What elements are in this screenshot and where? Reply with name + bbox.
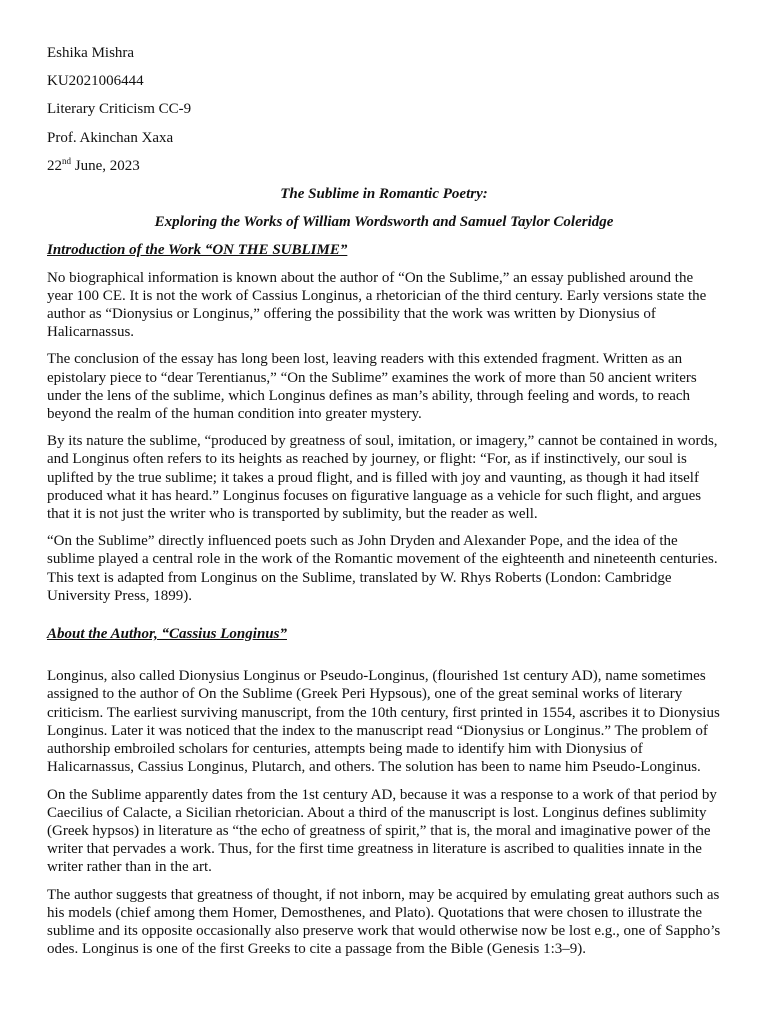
intro-paragraph-4: “On the Sublime” directly influenced poets such as John Dryden and Alexander Pope, and the idea of the sublime played a central role in the work of the Romantic movement of the eighteenth and nineteenth centuries. This text is adapted from Longinus on the Sublime, translated by W. Rhys Roberts (London: Cambridge University Press, 1899). [47, 533, 718, 604]
professor-name: Prof. Akinchan Xaxa [47, 129, 174, 146]
date-rest: June, 2023 [71, 157, 140, 174]
section-heading-author: About the Author, “Cassius Longinus” [47, 626, 287, 643]
essay-title: The Sublime in Romantic Poetry: [280, 186, 488, 203]
date-suffix: nd [62, 155, 71, 166]
roll-number: KU2021006444 [47, 73, 144, 90]
submission-date [47, 157, 721, 175]
intro-paragraph-3: By its nature the sublime, “produced by greatness of soul, imitation, or imagery,” cannot be contained in words, and Longinus often refers to its heights as reached by journey, or flight: “For, as if instinctively, our soul is uplifted by the true sublime; it takes a proud flight, and is filled with joy and vaunting, as though it had itself produced what it has heard.” Longinus focuses on figurative language as a vehicle for such flight, and argues that it is not just the writer who is transported by sublimity, but the reader as well. [47, 433, 718, 523]
author-paragraph-1: Longinus, also called Dionysius Longinus or Pseudo-Longinus, (flourished 1st century AD), name sometimes assigned to the author of On the Sublime (Greek Peri Hypsous), one of the great seminal works of literary criticism. The earliest surviving manuscript, from the 10th century, first printed in 1554, ascribes it to Dionysius Longinus. Later it was noticed that the index to the manuscript read “Dionysius or Longinus.” The problem of authorship embroiled scholars for centuries, attempts being made to identify him with Dionysius of Halicarnassus, Cassius Longinus, Plutarch, and others. The solution has been to name him Pseudo-Longinus. [47, 668, 720, 776]
intro-paragraph-2: The conclusion of the essay has long been lost, leaving readers with this extended fragment. Written as an epistolary piece to “dear Terentianus,” “On the Sublime” examines the work of more than 50 ancient writers under the lens of the sublime, which Longinus defines as man’s ability, through feeling and words, to reach beyond the realm of the human condition into greater mystery. [47, 351, 697, 423]
section-heading-introduction: Introduction of the Work “ON THE SUBLIME” [47, 242, 348, 259]
course-name: Literary Criticism CC-9 [47, 101, 192, 118]
author-paragraph-3: The author suggests that greatness of thought, if not inborn, may be acquired by emulating great authors such as his models (chief among them Homer, Demosthenes, and Plato). Quotations that were chosen to illustrate the sublime and its opposite occasionally also preserve work that would otherwise now be lost e.g., one of Sappho’s odes. Longinus is one of the first Greeks to cite a passage from the Bible (Genesis 1:3–9). [47, 886, 721, 958]
author-name: Eshika Mishra [47, 45, 135, 61]
essay-subtitle: Exploring the Works of William Wordsworth and Samuel Taylor Coleridge [154, 214, 614, 231]
date-day: 22 [47, 157, 62, 174]
intro-paragraph-1: No biographical information is known about the author of “On the Sublime,” an essay published around the year 100 CE. It is not the work of Cassius Longinus, a rhetorician of the third century. Early versions state the author as “Dionysius or Longinus,” offering the possibility that the work was written by Dionysius of Halicarnassus. [47, 269, 707, 341]
author-paragraph-2: On the Sublime apparently dates from the 1st century AD, because it was a response to a work of that period by Caecilius of Calacte, a Sicilian rhetorician. About a third of the manuscript is lost. Longinus defines sublimity (Greek hypsos) in literature as “the echo of greatness of spirit,” that is, the moral and imaginative power of the writer that pervades a work. Thus, for the first time greatness in literature is ascribed to qualities innate in the writer rather than in the art. [47, 786, 717, 876]
